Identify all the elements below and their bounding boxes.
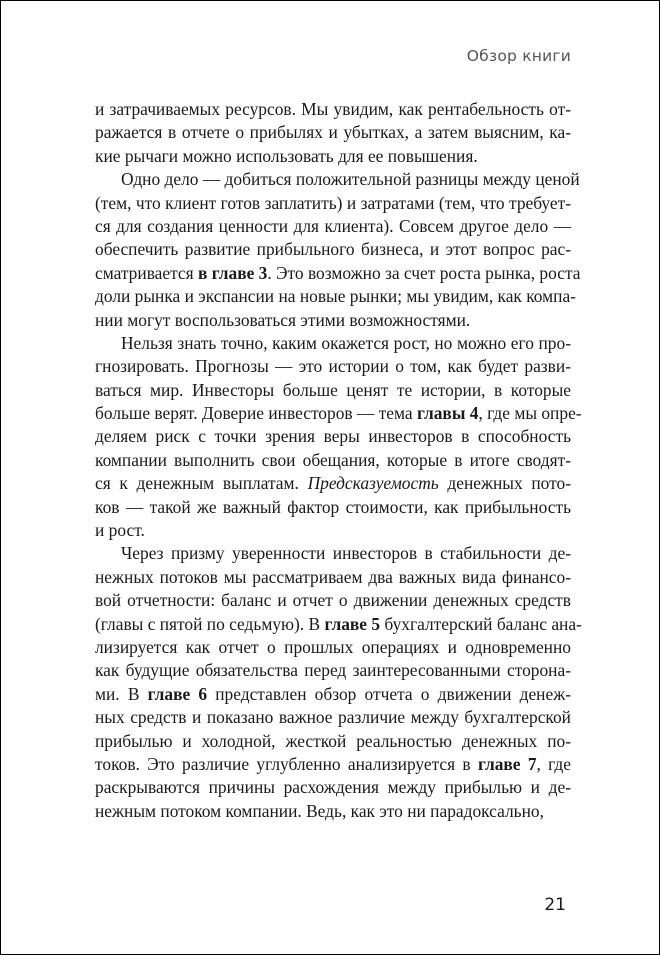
text-line [95,776,571,799]
italic-term: Предсказуемость [307,473,439,494]
text-run: кие рычаги можно использовать для ее повышения. [95,145,478,166]
text-run: , где мы опре- [478,403,582,424]
text-line [95,309,571,332]
text-run: токов. Это различие углубленно анализируется в [95,753,478,774]
running-head: Обзор книги [466,47,571,65]
text-line [95,613,582,636]
text-line [95,192,571,215]
text-run: и рост. [95,520,145,541]
text-run: представлен обзор отчета о движении денеж- [207,683,572,704]
paragraph [95,168,581,332]
text-run: гнозировать. Прогнозы — это истории о том, как будет разви- [95,356,571,377]
text-line [95,472,571,495]
text-run: как будущие обязательства перед заинтересованными сторона- [95,660,571,681]
bold-reference: главы 4 [416,403,479,424]
text-line [95,800,571,823]
text-run: (тем, что клиент готов заплатить) и затратами (тем, что требует- [95,192,571,213]
text-run: . Это возможно за счет роста рынка, роста [267,262,581,283]
text-run: раскрываются причины расхождения между прибылью и де- [95,777,571,798]
text-line [95,519,571,542]
text-run: доли рынка и экспансии на новые рынки; мы увидим, как компа- [95,286,576,307]
text-line [95,98,571,121]
text-run: ся к денежным выплатам. [95,473,308,494]
text-run: больше верят. Доверие инвесторов — тема [95,403,417,424]
text-line [95,425,571,448]
text-line [95,496,571,519]
text-run: нежным потоком компании. Ведь, как это ни парадоксально, [95,800,544,821]
text-line [95,566,571,589]
bold-reference: главе 7 [477,753,537,774]
page-number: 21 [544,895,566,915]
text-line [95,168,580,191]
text-run: ми. В [95,683,148,704]
text-run: обеспечить развитие прибыльного бизнеса, и этот вопрос рас- [95,239,571,260]
text-run: ражается в отчете о прибылях и убытках, а затем выясним, ка- [95,122,571,143]
text-line [95,730,571,753]
text-run: и затрачиваемых ресурсов. Мы увидим, как рентабельность от- [95,99,571,119]
text-line [95,449,571,472]
text-run: компании выполнить свои обещания, которые в итоге сводят- [95,449,571,470]
text-run: сматривается [95,262,198,283]
text-line [95,262,581,285]
text-line [95,238,571,261]
bold-reference: главе 5 [324,613,381,634]
text-line [95,121,571,144]
text-run: бухгалтерский баланс ана- [380,613,582,634]
bold-reference: главе 6 [147,683,208,704]
text-run: денежных пото- [438,473,571,494]
text-line [95,659,571,682]
text-run: прибылью и холодной, жесткой реальностью денежных по- [95,730,571,751]
body-text [95,98,582,823]
text-line [95,379,571,402]
paragraph [95,332,582,543]
text-run: лизируется как отчет о прошлых операциях и одновременно [95,636,571,657]
text-run: нежных потоков мы рассматриваем два важных вида финансо- [95,566,571,587]
text-run: вой отчетности: баланс и отчет о движении денежных средств [95,590,571,611]
text-run: ных средств и показано важное различие между бухгалтерской [95,707,571,728]
text-run: ся для создания ценности для клиента). Совсем другое дело — [95,215,571,236]
bold-reference: в главе 3 [198,262,268,283]
text-line [95,706,571,729]
text-line [95,145,571,168]
text-line [95,355,571,378]
text-run: (главы с пятой по седьмую). В [95,613,325,634]
text-line [95,636,571,659]
text-run: Через призму уверенности инвесторов в стабильности де- [121,543,571,564]
paragraph [95,98,571,168]
text-run: Одно дело — добиться положительной разницы между ценой [121,169,580,190]
text-run: , где [536,753,571,774]
text-line [95,215,571,238]
text-run: ков — такой же важный фактор стоимости, как прибыльность [95,496,571,517]
text-line [95,589,571,612]
text-run: деляем риск с точки зрения веры инвесторов в способность [95,426,571,447]
text-line [95,753,571,776]
text-line [95,542,571,565]
text-run: ваться мир. Инвесторы больше ценят те истории, в которые [95,379,571,400]
text-run: нии могут воспользоваться этими возможностями. [95,309,471,330]
text-line [95,332,571,355]
text-run: Нельзя знать точно, каким окажется рост, но можно его про- [121,332,571,353]
text-line [95,402,582,425]
paragraph [95,542,582,823]
text-line [95,285,576,308]
text-line [95,683,571,706]
